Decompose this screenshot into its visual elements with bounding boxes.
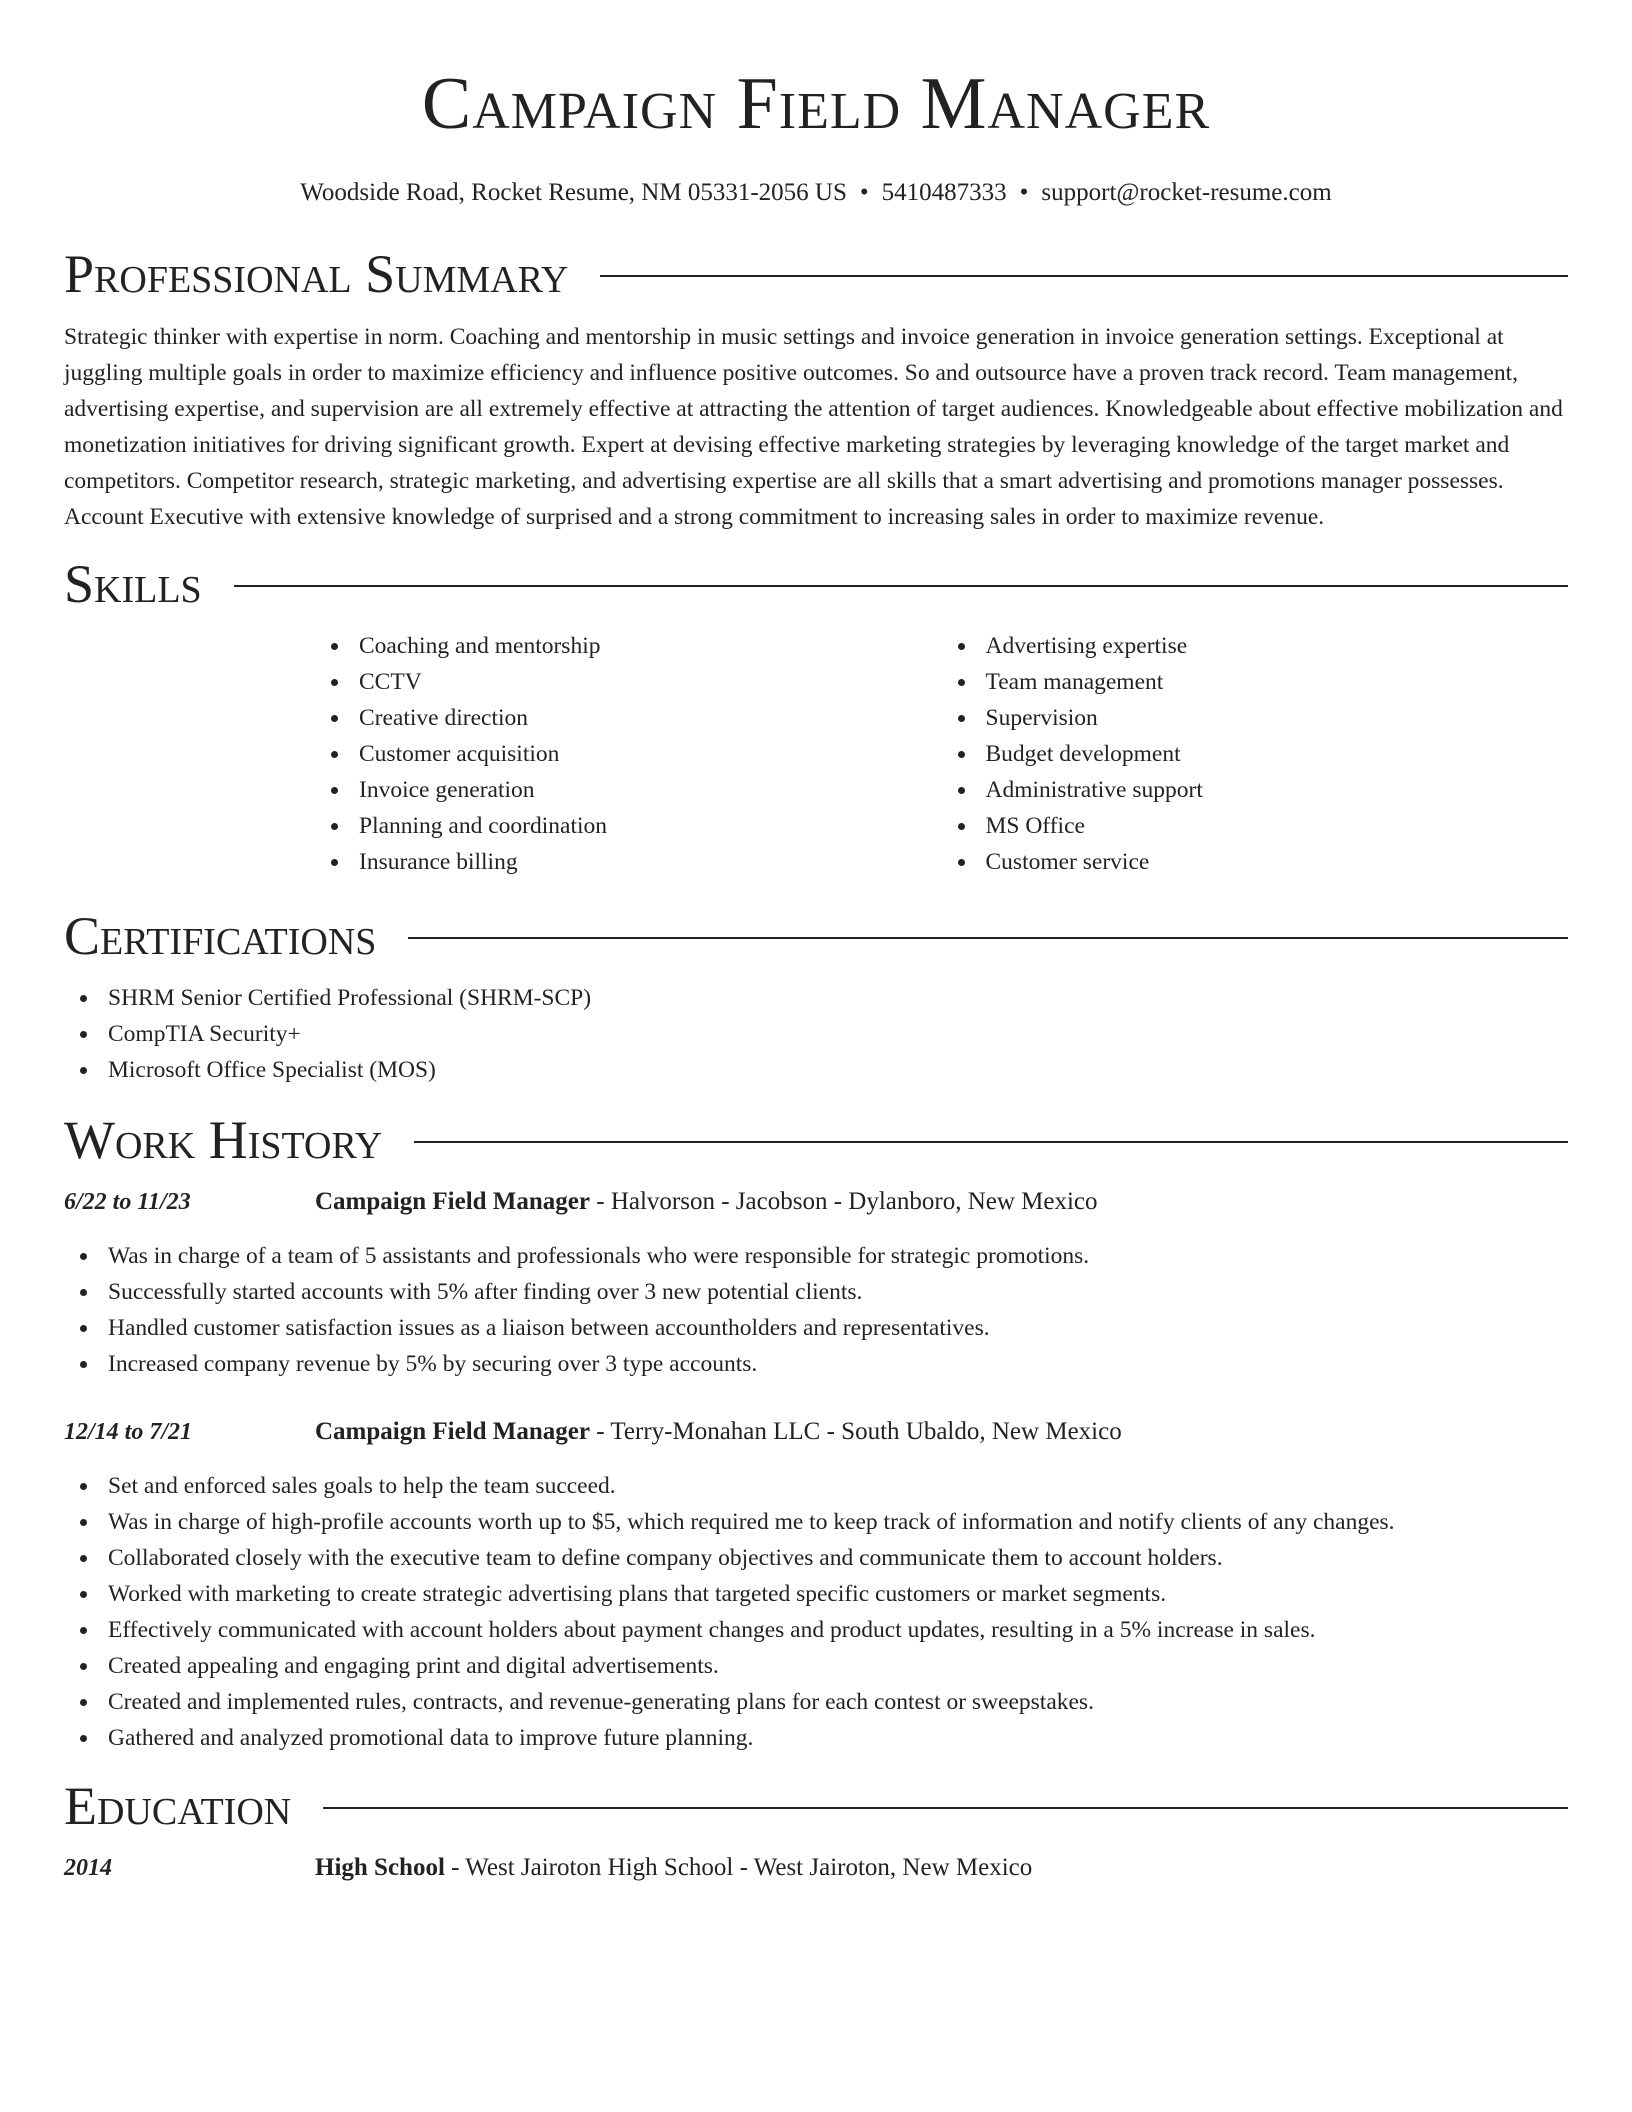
job-bullets [64,1468,1568,1756]
job-bullets [64,1238,1568,1382]
job-bullet: Handled customer satisfaction issues as a liaison between accountholders and representatives. [108,1310,1568,1346]
skills-section-header [64,552,1568,616]
skills-column-right [942,628,1569,880]
section-divider [408,937,1568,939]
section-divider [323,1807,1568,1809]
job-heading [64,1414,1568,1450]
skill-item: Coaching and mentorship [359,628,942,664]
job-bullet: Created appealing and engaging print and digital advertisements. [108,1648,1568,1684]
certification-item: Microsoft Office Specialist (MOS) [108,1052,1568,1088]
job-bullet: Collaborated closely with the executive team to define company objectives and communicate them to account holders. [108,1540,1568,1576]
job-date: 12/14 to 7/21 [64,1419,193,1445]
skill-item: Budget development [986,736,1569,772]
education-section-header [64,1774,1568,1838]
certification-item: SHRM Senior Certified Professional (SHRM-SCP) [108,980,1568,1016]
skills-section-title: Skills [64,554,202,614]
skill-item: Customer service [986,844,1569,880]
skills-list [315,628,1568,880]
certification-item: CompTIA Security+ [108,1016,1568,1052]
job-bullet: Created and implemented rules, contracts, and revenue-generating plans for each contest or sweepstakes. [108,1684,1568,1720]
job-date: 6/22 to 11/23 [64,1189,191,1215]
contact-phone: 5410487333 [881,179,1007,206]
skill-item: Administrative support [986,772,1569,808]
summary-section-header [64,242,1568,306]
job-title-line [315,1184,1098,1220]
skill-item: Advertising expertise [986,628,1569,664]
skill-item: MS Office [986,808,1569,844]
certifications-list [64,980,1568,1088]
contact-line [64,178,1568,208]
job-role: Campaign Field Manager [315,1418,590,1445]
skill-item: CCTV [359,664,942,700]
skills-column-left [315,628,942,880]
education-date: 2014 [64,1855,112,1881]
section-divider [234,585,1568,587]
job-title-line [315,1414,1122,1450]
job-role: Campaign Field Manager [315,1188,590,1215]
candidate-name: Campaign Field Manager [421,63,1211,145]
job-entry [64,1184,1568,1382]
skill-item: Supervision [986,700,1569,736]
contact-separator: • [1019,179,1029,206]
summary-text: Strategic thinker with expertise in norm. Coaching and mentorship in music settings and invoice generation in invoice generation settings. Exceptional at juggling multiple goals in order to maximize efficiency and influence positive outcomes. So and outsource have a proven track record. Team management, advertising expertise, and supervision are all extremely effective at attracting the attention of target audiences. Knowledgeable about effective mobilization and monetization initiatives for driving significant growth. Expert at devising effective marketing strategies by leveraging knowledge of the target market and competitors. Competitor research, strategic marketing, and advertising expertise are all skills that a smart advertising and promotions manager possesses. Account Executive with extensive knowledge of surprised and a strong commitment to increasing sales in order to maximize revenue. [64,324,1563,530]
education-school: - West Jairoton High School - West Jairoton, New Mexico [444,1854,1033,1881]
education-title-line [315,1850,1032,1886]
education-section-title: Education [64,1776,292,1836]
certifications-section-header [64,904,1568,968]
job-bullet: Was in charge of high-profile accounts worth up to $5, which required me to keep track of information and notify clients of any changes. [108,1504,1568,1540]
job-bullet: Worked with marketing to create strategic advertising plans that targeted specific customers or market segments. [108,1576,1568,1612]
work-section-header [64,1108,1568,1172]
contact-address: Woodside Road, Rocket Resume, NM 05331-2056 US [300,179,847,206]
summary-section-title: Professional Summary [64,244,569,304]
work-section-title: Work History [64,1110,383,1170]
section-divider [414,1141,1568,1143]
job-heading [64,1184,1568,1220]
job-bullet: Effectively communicated with account holders about payment changes and product updates, resulting in a 5% increase in sales. [108,1612,1568,1648]
skill-item: Invoice generation [359,772,942,808]
skill-item: Planning and coordination [359,808,942,844]
job-bullet: Increased company revenue by 5% by securing over 3 type accounts. [108,1346,1568,1382]
skill-item: Creative direction [359,700,942,736]
contact-email: support@rocket-resume.com [1041,179,1332,206]
skill-item: Customer acquisition [359,736,942,772]
contact-separator: • [859,179,869,206]
certifications-section-title: Certifications [64,906,377,966]
job-bullet: Was in charge of a team of 5 assistants and professionals who were responsible for strategic promotions. [108,1238,1568,1274]
skill-item: Insurance billing [359,844,942,880]
education-entry [64,1850,1568,1886]
job-bullet: Set and enforced sales goals to help the team succeed. [108,1468,1568,1504]
job-bullet: Gathered and analyzed promotional data to improve future planning. [108,1720,1568,1756]
education-degree: High School [315,1854,445,1881]
job-entry [64,1414,1568,1756]
skill-item: Team management [986,664,1569,700]
section-divider [600,275,1568,277]
job-bullet: Successfully started accounts with 5% after finding over 3 new potential clients. [108,1274,1568,1310]
job-company: - Terry-Monahan LLC - South Ubaldo, New Mexico [590,1418,1122,1445]
job-company: - Halvorson - Jacobson - Dylanboro, New Mexico [590,1188,1098,1215]
